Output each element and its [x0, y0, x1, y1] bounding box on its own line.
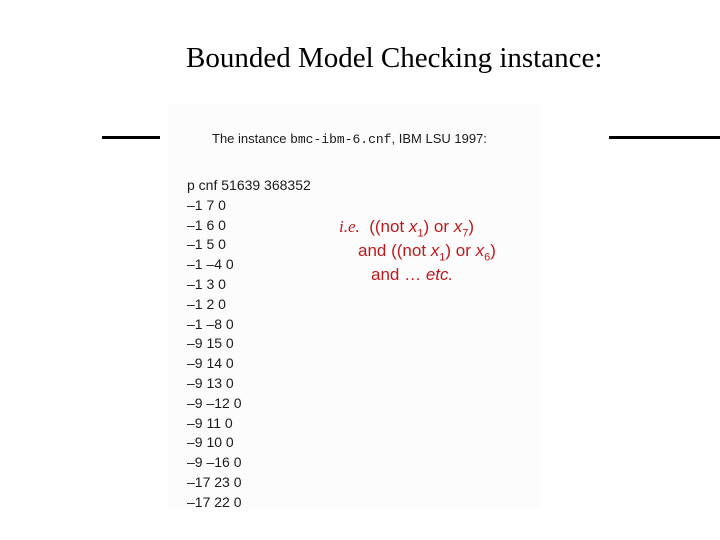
- instance-filename: bmc-ibm-6.cnf: [290, 132, 392, 147]
- annotation-text: and ((not: [358, 241, 431, 260]
- annotation-line-3: [371, 265, 453, 285]
- instance-prefix: The instance: [212, 131, 287, 146]
- cnf-clause-line: –17 22 0: [187, 493, 242, 510]
- cnf-clause-line: –1 –8 0: [187, 315, 234, 332]
- cnf-header-line: p cnf 51639 368352: [187, 177, 311, 193]
- instance-heading: [212, 131, 487, 147]
- cnf-clause-line: –1 5 0: [187, 236, 226, 253]
- annotation-subscript: 1: [439, 251, 446, 264]
- cnf-clause-line: –1 –4 0: [187, 256, 234, 273]
- right-divider-line: [609, 136, 720, 139]
- cnf-clause-line: –17 23 0: [187, 473, 242, 490]
- annotation-subscript: 7: [462, 227, 469, 240]
- annotation-text: ((not: [369, 217, 409, 236]
- cnf-clause-line: –9 11 0: [187, 414, 233, 431]
- annotation-subscript: 6: [484, 251, 491, 264]
- annotation-text: and …: [371, 265, 426, 284]
- cnf-clause-line: –9 10 0: [187, 434, 234, 451]
- slide-title: Bounded Model Checking instance:: [186, 42, 603, 74]
- annotation-variable: x: [430, 241, 440, 260]
- cnf-clause-line: –9 15 0: [187, 335, 234, 352]
- cnf-clause-line: –1 2 0: [187, 295, 226, 312]
- annotation-text: ) or: [445, 241, 476, 260]
- annotation-text: ): [468, 217, 475, 236]
- cnf-clause-line: –1 6 0: [187, 216, 226, 233]
- cnf-clause-line: –1 3 0: [187, 275, 226, 292]
- cnf-clause-line: –9 –16 0: [187, 454, 242, 471]
- annotation-variable: x: [475, 241, 485, 260]
- cnf-clause-line: –9 13 0: [187, 374, 234, 391]
- cnf-instance-scan: [168, 104, 540, 508]
- annotation-line-2: [358, 241, 496, 263]
- instance-separator: ,: [391, 131, 396, 146]
- annotation-ie: i.e.: [339, 217, 360, 236]
- instance-source: IBM LSU 1997:: [398, 131, 487, 146]
- cnf-clause-line: –9 –12 0: [187, 394, 242, 411]
- annotation-variable: x: [408, 217, 418, 236]
- annotation-variable: x: [453, 217, 463, 236]
- annotation-etc: etc.: [425, 265, 454, 284]
- cnf-clause-line: –1 7 0: [187, 196, 226, 213]
- annotation-text: ): [490, 241, 496, 260]
- annotation-text: ) or: [423, 217, 454, 236]
- cnf-clause-line: –9 14 0: [187, 355, 234, 372]
- cnf-clause-list: [187, 176, 311, 513]
- annotation-line-1: [339, 217, 474, 239]
- left-divider-line: [102, 136, 160, 139]
- annotation-subscript: 1: [417, 227, 424, 240]
